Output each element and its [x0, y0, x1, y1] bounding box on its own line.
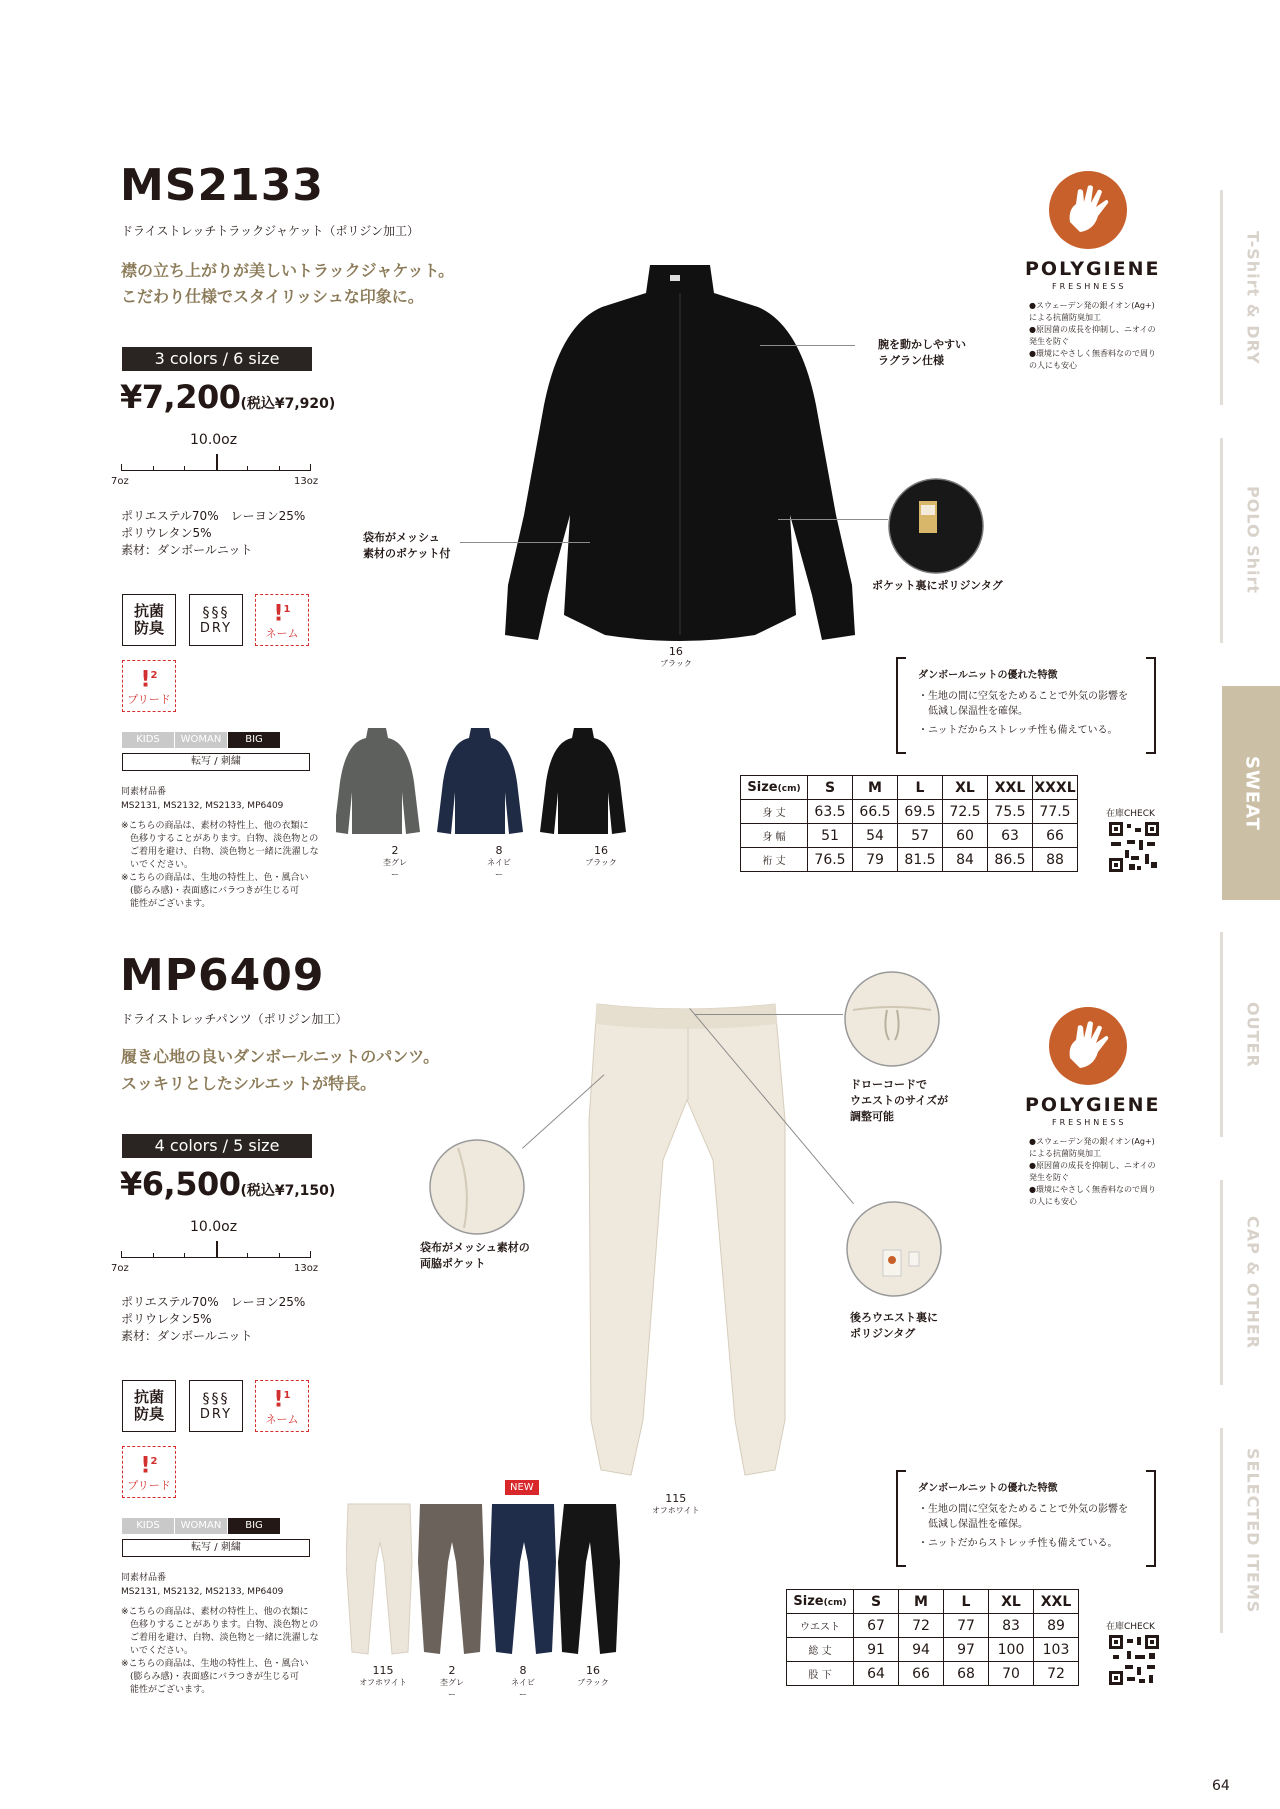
size-unit: (cm) [823, 1598, 847, 1608]
polygiene-bullets [1029, 300, 1156, 372]
color-swatches [346, 1502, 626, 1662]
scale-tick [184, 1253, 185, 1258]
pleat-print-icon [122, 1446, 176, 1498]
row-label: 総 丈 [787, 1638, 854, 1662]
stock-check-qr-code[interactable] [1109, 822, 1159, 872]
weight-min: 7oz [111, 476, 129, 487]
size-header: XXXL [1033, 776, 1078, 800]
color-name: ネイビー [511, 1678, 535, 1699]
color-name: ブラック [660, 659, 692, 668]
exclamation-glyph: !$^1$ [273, 601, 291, 627]
size-header: S [854, 1590, 899, 1614]
callout-text: 素材のポケット付 [363, 547, 451, 560]
weight-max: 13oz [294, 1263, 319, 1274]
feature-line: ・ニットだからストレッチ性も備えている。 [918, 725, 1118, 736]
same-material-codes: MS2131, MS2132, MS2133, MP6409 [121, 801, 284, 811]
color-number: 2 [448, 1664, 456, 1677]
scale-tick [153, 1253, 154, 1258]
stock-check-label: 在庫CHECK [1106, 809, 1155, 819]
swatch-caption [484, 845, 514, 881]
icon-text: 防臭 [133, 619, 164, 637]
row-label: 裄 丈 [741, 848, 808, 872]
note-line: いでください。 [121, 1646, 194, 1656]
color-name: オフホワイト [359, 1678, 407, 1687]
table-cell: 77 [944, 1614, 989, 1638]
fabric-line3: 素材：ダンボールニット [121, 543, 253, 557]
note-line: 能性がございます。 [121, 1685, 211, 1695]
feature-line: ・ニットだからストレッチ性も備えている。 [918, 1538, 1118, 1549]
polygiene-name: POLYGIENE [1025, 258, 1161, 280]
swatch-caption [358, 1665, 408, 1689]
table-cell: 88 [1033, 848, 1078, 872]
icon-text: プリード [127, 693, 171, 707]
size-label: Size [747, 780, 778, 795]
note-line: ※こちらの商品は、生地の特性上、色・風合い [121, 1659, 309, 1669]
icon-text: ネーム [265, 1413, 299, 1427]
feature-box [918, 668, 1128, 738]
wave-glyph: §§§ [202, 604, 230, 621]
table-cell: 51 [808, 824, 853, 848]
same-material-codes: MS2131, MS2132, MS2133, MP6409 [121, 1587, 284, 1597]
price-tax: (税込¥7,920) [240, 396, 336, 412]
table-cell: 79 [853, 848, 898, 872]
size-header: L [898, 776, 943, 800]
polygiene-hand-logo [1048, 1006, 1128, 1086]
callout-text: ポリジンタグ [850, 1327, 916, 1340]
tab-polo-shirt[interactable] [1220, 438, 1280, 643]
table-cell: 57 [898, 824, 943, 848]
table-row [787, 1662, 1079, 1686]
size-header: M [853, 776, 898, 800]
note-line: 色移りすることがあります。白物、淡色物との [121, 834, 319, 844]
row-label: 身 幅 [741, 824, 808, 848]
tab-selected-items[interactable] [1220, 1428, 1280, 1633]
weight-min: 7oz [111, 1263, 129, 1274]
gender-big: BIG [228, 732, 280, 748]
color-name: ブラック [577, 1678, 609, 1687]
dry-icon [189, 594, 243, 646]
fabric-line3: 素材：ダンボールニット [121, 1329, 253, 1343]
callout-back-tag [850, 1310, 938, 1342]
name-print-icon [255, 1380, 309, 1432]
callout-side-pocket [420, 1240, 530, 1272]
table-row [787, 1638, 1079, 1662]
bullet-line: ●原因菌の成長を抑制し、ニオイの [1029, 1161, 1156, 1170]
swatch-caption [583, 845, 619, 869]
callout-polygiene-tag: ポケット裏にポリジンタグ [872, 579, 1003, 592]
size-header: S [808, 776, 853, 800]
main-color-caption [652, 1493, 700, 1517]
scale-tick [310, 1251, 311, 1258]
weight-label: 10.0oz [190, 432, 238, 448]
callout-drawcord [850, 1077, 948, 1125]
table-cell: 89 [1034, 1614, 1079, 1638]
color-number: 115 [665, 1492, 687, 1505]
color-name: ブラック [585, 858, 617, 867]
callout-text: ラグラン仕様 [878, 354, 944, 367]
icon-text: 抗菌 [133, 602, 164, 620]
table-row [741, 800, 1078, 824]
swatch-caption [508, 1665, 538, 1701]
bullet-line: ●環境にやさしく無香料なので周り [1029, 1185, 1156, 1194]
bullet-line: ●原因菌の成長を抑制し、ニオイの [1029, 325, 1156, 334]
care-notes [121, 1606, 319, 1697]
table-cell: 100 [989, 1638, 1034, 1662]
tab-label: CAP & OTHER [1243, 1215, 1263, 1350]
pocket-tag-detail-image [887, 477, 985, 575]
table-row [741, 824, 1078, 848]
price-tax: (税込¥7,150) [240, 1183, 336, 1199]
table-cell: 72 [1034, 1662, 1079, 1686]
care-notes [121, 820, 319, 911]
feature-title: ダンボールニットの優れた特徴 [918, 670, 1058, 681]
gender-row [122, 1518, 281, 1534]
note-line: ご着用を避け、白物、淡色物と一緒に洗濯しな [121, 847, 319, 857]
scale-tick [279, 1253, 280, 1258]
size-header-row [741, 776, 1078, 800]
table-cell: 64 [854, 1662, 899, 1686]
callout-raglan [878, 337, 966, 369]
weight-label: 10.0oz [190, 1219, 238, 1235]
icon-num: 2 [150, 669, 158, 681]
gender-big: BIG [228, 1518, 280, 1534]
drawcord-detail-image [843, 970, 941, 1068]
callout-text: 腕を動かしやすい [878, 338, 966, 351]
feature-line: ・生地の間に空気をためることで外気の影響を [918, 1504, 1128, 1515]
table-cell: 72 [899, 1614, 944, 1638]
bullet-line: 発生を防ぐ [1029, 1173, 1069, 1182]
fabric-line2: ポリウレタン5% [121, 526, 212, 540]
feature-bracket-right [1146, 657, 1156, 754]
size-header-label [787, 1590, 854, 1614]
swatch-heather-gray [418, 1504, 484, 1654]
table-cell: 54 [853, 824, 898, 848]
print-method: 転写 / 刺繍 [122, 753, 310, 771]
weight-max: 13oz [294, 476, 319, 487]
exclamation-glyph: !$^2$ [140, 1453, 158, 1479]
stock-check-label: 在庫CHECK [1106, 1622, 1155, 1632]
color-swatches [336, 722, 636, 840]
icon-text: 抗菌 [133, 1388, 164, 1406]
fabric-line1: ポリエステル70% レーヨン25% [121, 509, 306, 523]
note-line: ご着用を避け、白物、淡色物と一緒に洗濯しな [121, 1633, 319, 1643]
gender-woman: WOMAN [175, 732, 227, 748]
table-cell: 72.5 [943, 800, 988, 824]
color-name: ネイビー [487, 858, 511, 879]
callout-leader [760, 345, 855, 346]
bullet-line: による抗菌防臭加工 [1029, 313, 1101, 322]
scale-tick [310, 464, 311, 471]
tab-label: T-Shirt & DRY [1243, 230, 1263, 365]
price [120, 1165, 335, 1203]
size-header: XXL [1034, 1590, 1079, 1614]
colors-sizes-badge: 4 colors / 5 size [122, 1134, 312, 1158]
scale-tick [247, 1253, 248, 1258]
bullet-line: の人にも安心 [1029, 361, 1077, 370]
table-cell: 77.5 [1033, 800, 1078, 824]
catch-copy-line2: こだわり仕様でスタイリッシュな印象に。 [121, 287, 424, 306]
callout-text: ウエストのサイズが [850, 1094, 949, 1107]
polygiene-name: POLYGIENE [1025, 1094, 1161, 1116]
table-cell: 81.5 [898, 848, 943, 872]
table-cell: 68 [944, 1662, 989, 1686]
page-number: 64 [1212, 1778, 1230, 1794]
wave-glyph: §§§ [202, 1390, 230, 1407]
tab-label: POLO Shirt [1243, 486, 1263, 595]
dry-icon [189, 1380, 243, 1432]
color-name: 杢グレー [383, 858, 407, 879]
swatch-caption [380, 845, 410, 881]
table-cell: 63 [988, 824, 1033, 848]
table-cell: 60 [943, 824, 988, 848]
bullet-line: による抗菌防臭加工 [1029, 1149, 1101, 1158]
tab-cap-other[interactable] [1220, 1180, 1280, 1385]
color-number: 8 [495, 844, 503, 857]
polygiene-sub: FRESHNESS [1052, 282, 1127, 291]
callout-text: 袋布がメッシュ素材の [420, 1241, 530, 1254]
polygiene-hand-logo [1048, 170, 1128, 250]
tab-label: SWEAT [1241, 755, 1263, 831]
scale-tick [184, 466, 185, 471]
feature-bracket-left [896, 1470, 906, 1567]
tab-label: SELECTED ITEMS [1243, 1447, 1263, 1614]
catch-copy-line1: 襟の立ち上がりが美しいトラックジャケット。 [121, 261, 455, 280]
icon-text: DRY [199, 1406, 233, 1422]
tab-label: OUTER [1243, 1001, 1263, 1068]
pleat-print-icon [122, 660, 176, 712]
color-number: 16 [668, 645, 683, 658]
size-header-label [741, 776, 808, 800]
gender-woman: WOMAN [175, 1518, 227, 1534]
feature-line: 低減し保温性を確保。 [918, 706, 1028, 717]
table-cell: 66.5 [853, 800, 898, 824]
back-waist-tag-detail-image [845, 1200, 943, 1298]
swatch-caption [575, 1665, 611, 1689]
product-subtitle: ドライストレッチパンツ（ポリジン加工） [121, 1012, 348, 1026]
catch-copy-line2: スッキリとしたシルエットが特長。 [121, 1074, 377, 1093]
swatch-caption [437, 1665, 467, 1701]
table-row [741, 848, 1078, 872]
color-number: 16 [594, 844, 608, 857]
bullet-line: ●スウェーデン発の銀イオン(Ag+) [1029, 301, 1155, 310]
product-code: MS2133 [120, 160, 324, 211]
icon-text: DRY [199, 620, 233, 636]
swatch-black [540, 728, 626, 834]
antibacterial-icon [122, 594, 176, 646]
callout-text: 袋布がメッシュ [363, 531, 440, 544]
price-value: ¥6,500 [120, 1165, 241, 1203]
feature-title: ダンボールニットの優れた特徴 [918, 1483, 1058, 1494]
note-line: 色移りすることがあります。白物、淡色物との [121, 1620, 319, 1630]
scale-tick [279, 466, 280, 471]
table-row [787, 1614, 1079, 1638]
swatch-black [558, 1504, 620, 1654]
polygiene-bullets [1029, 1136, 1156, 1208]
table-cell: 97 [944, 1638, 989, 1662]
feature-line: ・生地の間に空気をためることで外気の影響を [918, 691, 1128, 702]
color-number: 8 [519, 1664, 527, 1677]
product-code: MP6409 [120, 950, 325, 1001]
print-method: 転写 / 刺繍 [122, 1539, 310, 1557]
price-value: ¥7,200 [120, 378, 241, 416]
icon-text: ネーム [265, 627, 299, 641]
size-header: XL [989, 1590, 1034, 1614]
side-pocket-detail-image [428, 1138, 526, 1236]
note-line: いでください。 [121, 860, 194, 870]
callout-text: 後ろウエスト裏に [850, 1311, 938, 1324]
row-label: ウエスト [787, 1614, 854, 1638]
icon-num: 1 [283, 1389, 291, 1401]
weight-marker [216, 454, 218, 471]
scale-tick [247, 466, 248, 471]
main-color-caption [660, 646, 692, 670]
feature-line: 低減し保温性を確保。 [918, 1519, 1028, 1530]
gender-row [122, 732, 281, 748]
swatch-navy [437, 728, 523, 834]
icon-text: 防臭 [133, 1405, 164, 1423]
row-label: 股 下 [787, 1662, 854, 1686]
fabric-line1: ポリエステル70% レーヨン25% [121, 1295, 306, 1309]
fabric-line2: ポリウレタン5% [121, 1312, 212, 1326]
swatch-offwhite [346, 1504, 412, 1654]
table-cell: 83 [989, 1614, 1034, 1638]
table-cell: 103 [1034, 1638, 1079, 1662]
callout-mesh-pocket [363, 530, 450, 562]
callout-leader [778, 519, 888, 520]
size-header: XL [943, 776, 988, 800]
exclamation-glyph: !$^1$ [273, 1387, 291, 1413]
new-badge: NEW [505, 1480, 539, 1495]
gender-kids: KIDS [122, 1518, 174, 1534]
gender-kids: KIDS [122, 732, 174, 748]
scale-tick [121, 464, 122, 471]
polygiene-sub: FRESHNESS [1052, 1118, 1127, 1127]
note-line: (膨らみ感)・表面感にバラつきが生じる可 [121, 1672, 300, 1682]
bullet-line: 発生を防ぐ [1029, 337, 1069, 346]
color-number: 115 [372, 1664, 394, 1677]
table-cell: 75.5 [988, 800, 1033, 824]
table-cell: 69.5 [898, 800, 943, 824]
same-material-label: 同素材品番 [121, 1573, 167, 1583]
bullet-line: ●スウェーデン発の銀イオン(Ag+) [1029, 1137, 1155, 1146]
icon-num: 2 [150, 1455, 158, 1467]
table-cell: 70 [989, 1662, 1034, 1686]
weight-marker [216, 1241, 218, 1258]
size-label: Size [793, 1594, 824, 1609]
color-name: オフホワイト [652, 1506, 700, 1515]
catch-copy-line1: 履き心地の良いダンボールニットのパンツ。 [121, 1047, 440, 1066]
table-cell: 63.5 [808, 800, 853, 824]
feature-bracket-right [1146, 1470, 1156, 1567]
table-cell: 84 [943, 848, 988, 872]
size-unit: (cm) [777, 784, 801, 794]
row-label: 身 丈 [741, 800, 808, 824]
note-line: ※こちらの商品は、素材の特性上、他の衣類に [121, 821, 309, 831]
bullet-line: の人にも安心 [1029, 1197, 1077, 1206]
antibacterial-icon [122, 1380, 176, 1432]
callout-text: ドローコードで [850, 1078, 927, 1091]
tab-sweat[interactable] [1222, 686, 1280, 900]
size-header: M [899, 1590, 944, 1614]
callout-text: 調整可能 [850, 1110, 894, 1123]
colors-sizes-badge: 3 colors / 6 size [122, 347, 312, 371]
note-line: ※こちらの商品は、生地の特性上、色・風合い [121, 873, 309, 883]
callout-text: 両脇ポケット [420, 1257, 486, 1270]
price [120, 378, 335, 416]
swatch-gray [336, 728, 420, 834]
same-material-label: 同素材品番 [121, 787, 167, 797]
note-line: (膨らみ感)・表面感にバラつきが生じる可 [121, 886, 300, 896]
pants-main-image [585, 1000, 790, 1480]
table-cell: 66 [899, 1662, 944, 1686]
table-cell: 94 [899, 1638, 944, 1662]
jacket-main-image [500, 255, 860, 650]
note-line: ※こちらの商品は、素材の特性上、他の衣類に [121, 1607, 309, 1617]
size-header: XXL [988, 776, 1033, 800]
tab-outer[interactable] [1220, 932, 1280, 1137]
size-table [740, 775, 1078, 872]
icon-text: プリード [127, 1479, 171, 1493]
icon-num: 1 [283, 603, 291, 615]
table-cell: 86.5 [988, 848, 1033, 872]
table-cell: 66 [1033, 824, 1078, 848]
product-subtitle: ドライストレッチトラックジャケット（ポリジン加工） [121, 224, 420, 238]
name-print-icon [255, 594, 309, 646]
size-table [786, 1589, 1079, 1686]
table-cell: 91 [854, 1638, 899, 1662]
feature-bracket-left [896, 657, 906, 754]
color-name: 杢グレー [440, 1678, 464, 1699]
swatch-navy [490, 1504, 556, 1654]
size-header-row [787, 1590, 1079, 1614]
callout-leader [695, 1014, 843, 1015]
note-line: 能性がございます。 [121, 899, 211, 909]
bullet-line: ●環境にやさしく無香料なので周り [1029, 349, 1156, 358]
scale-tick [153, 466, 154, 471]
color-number: 2 [391, 844, 399, 857]
feature-box [918, 1481, 1128, 1551]
color-number: 16 [586, 1664, 600, 1677]
stock-check-qr-code[interactable] [1109, 1635, 1159, 1685]
tab-tshirt-dry[interactable] [1220, 190, 1280, 405]
exclamation-glyph: !$^2$ [140, 667, 158, 693]
table-cell: 67 [854, 1614, 899, 1638]
scale-tick [121, 1251, 122, 1258]
table-cell: 76.5 [808, 848, 853, 872]
callout-leader [460, 542, 590, 543]
size-header: L [944, 1590, 989, 1614]
